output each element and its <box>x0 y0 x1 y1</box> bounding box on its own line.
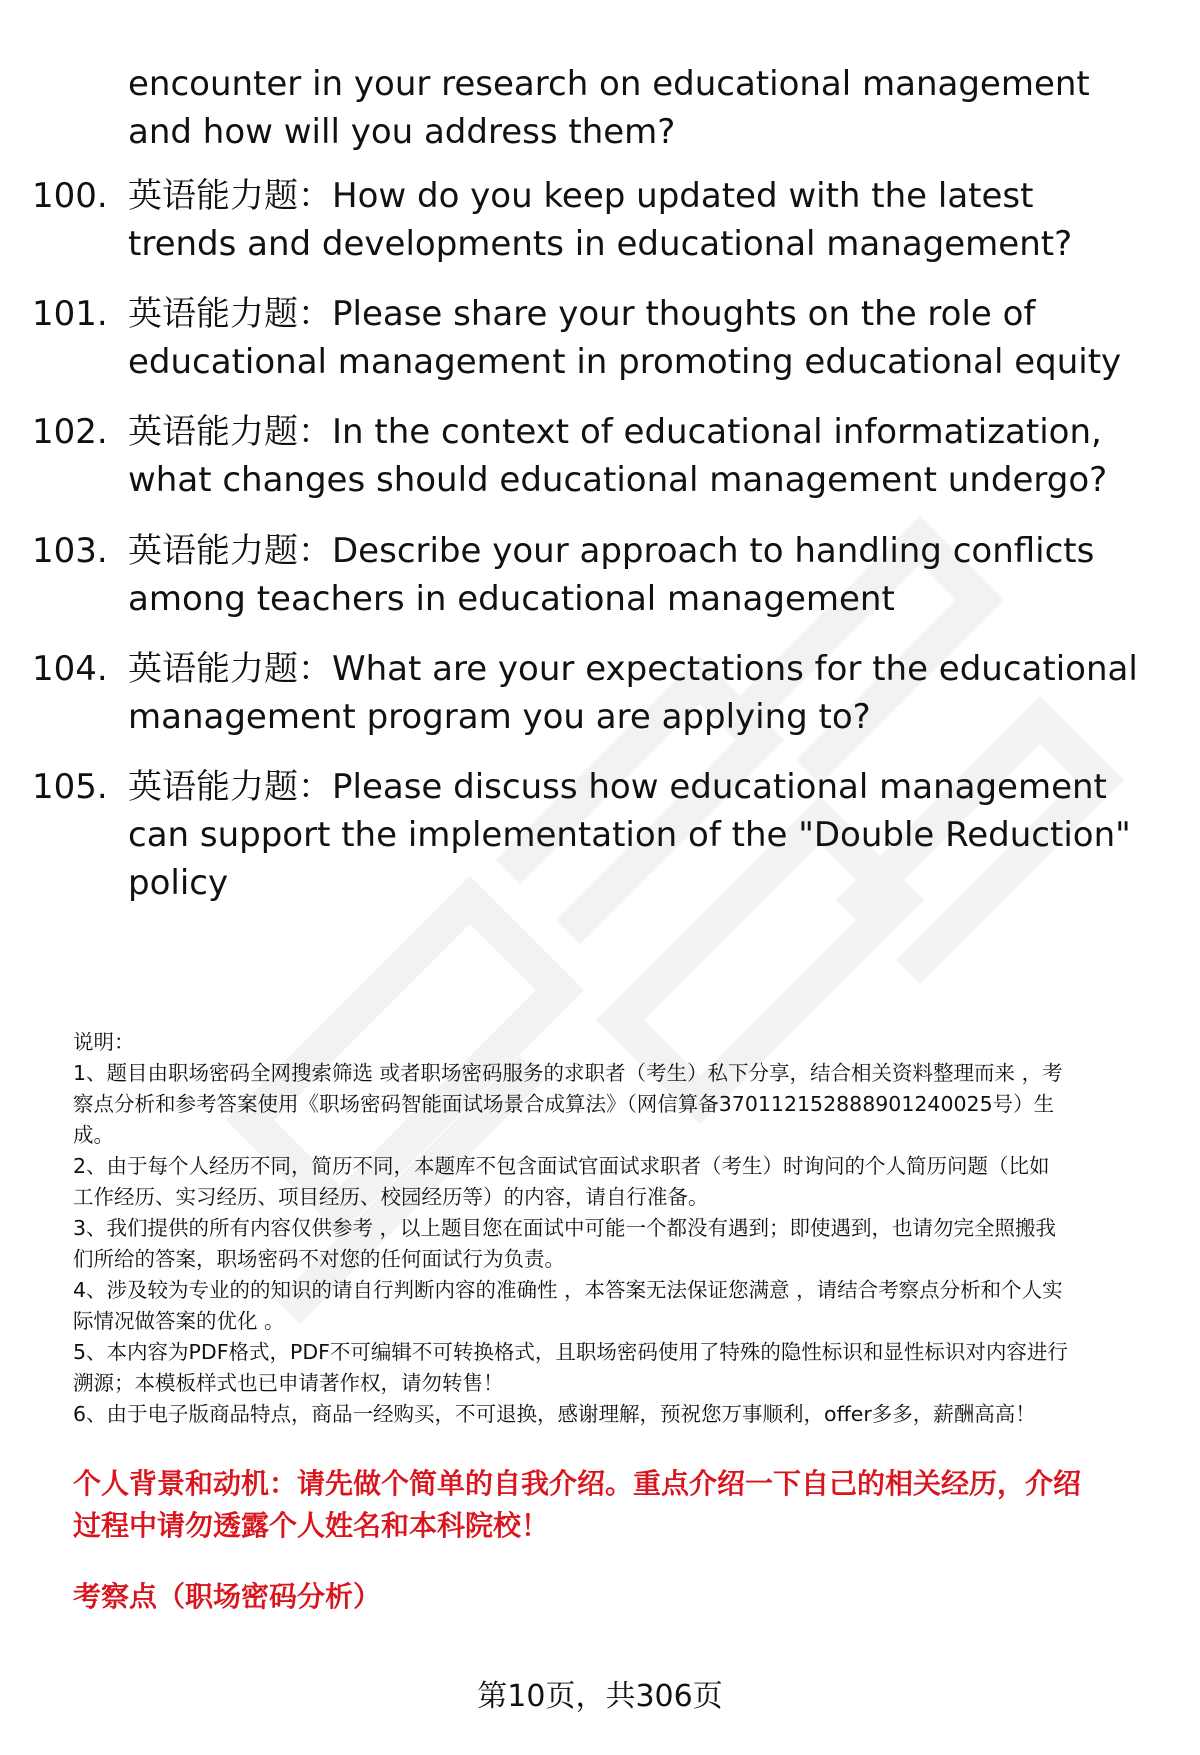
section-heading <box>73 1463 1163 1547</box>
question-text-line-1: Describe your approach to handling conflicts <box>332 531 1095 571</box>
section-heading-line-2: 过程中请勿透露个人姓名和本科院校！ <box>73 1509 550 1542</box>
question-number: 105. <box>32 767 108 807</box>
question-text-line-2: what changes should educational management undergo? <box>128 460 1108 500</box>
question-number: 103. <box>32 531 108 571</box>
section-subheading: 考察点（职场密码分析） <box>73 1580 382 1613</box>
notes-line: 察点分析和参考答案使用《职场密码智能面试场景合成算法》（网信算备370112152888901240025号）生 <box>73 1092 1055 1116</box>
question-text-line-1: How do you keep updated with the latest <box>332 176 1034 216</box>
notes-line: 1、题目由职场密码全网搜索筛选 或者职场密码服务的求职者（考生）私下分享，结合相关资料整理而来 ，考 <box>73 1061 1063 1085</box>
question-label: 英语能力题： <box>128 531 332 571</box>
notes-line: 际情况做答案的优化 。 <box>73 1309 285 1333</box>
question-continuation <box>32 60 1200 156</box>
question-text-line-1: What are your expectations for the educational <box>332 649 1138 689</box>
notes-line: 们所给的答案，职场密码不对您的任何面试行为负责。 <box>73 1247 565 1271</box>
question-item-100 <box>32 172 1172 268</box>
question-label: 英语能力题： <box>128 176 332 216</box>
notes-title: 说明： <box>73 1030 135 1054</box>
question-text-line-1: In the context of educational informatization, <box>332 412 1102 452</box>
continuation-line-2: and how will you address them? <box>128 112 676 152</box>
question-text-line-3: policy <box>128 863 229 903</box>
question-item-104 <box>32 645 1172 741</box>
question-text-line-1: Please discuss how educational management <box>332 767 1107 807</box>
question-label: 英语能力题： <box>128 767 332 807</box>
question-number: 104. <box>32 649 108 689</box>
question-item-103 <box>32 527 1172 623</box>
question-number: 101. <box>32 294 108 334</box>
notes-line: 溯源；本模板样式也已申请著作权，请勿转售！ <box>73 1371 504 1395</box>
question-text-line-2: among teachers in educational management <box>128 579 895 619</box>
question-item-105 <box>32 763 1172 907</box>
question-label: 英语能力题： <box>128 294 332 334</box>
question-number: 100. <box>32 176 108 216</box>
question-item-101 <box>32 290 1172 386</box>
notes-line: 3、我们提供的所有内容仅供参考 ，以上题目您在面试中可能一个都没有遇到；即使遇到，也请勿完全照搬我 <box>73 1216 1057 1240</box>
question-text-line-2: trends and developments in educational management? <box>128 224 1073 264</box>
question-text-line-2: educational management in promoting educational equity <box>128 342 1122 382</box>
notes-line: 4、涉及较为专业的的知识的请自行判断内容的准确性 ，本答案无法保证您满意 ，请结合考察点分析和个人实 <box>73 1278 1063 1302</box>
notes-line: 2、由于每个人经历不同，简历不同，本题库不包含面试官面试求职者（考生）时询问的个人简历问题（比如 <box>73 1154 1050 1178</box>
section-heading-line-1: 个人背景和动机：请先做个简单的自我介绍。重点介绍一下自己的相关经历，介绍 <box>73 1467 1082 1500</box>
notes-line: 6、由于电子版商品特点，商品一经购买，不可退换，感谢理解，预祝您万事顺利，offer多多，薪酬高高！ <box>73 1402 1036 1426</box>
continuation-line-1: encounter in your research on educational management <box>128 64 1090 104</box>
notes-line: 5、本内容为PDF格式，PDF不可编辑不可转换格式，且职场密码使用了特殊的隐性标识和显性标识对内容进行 <box>73 1340 1068 1364</box>
question-text-line-1: Please share your thoughts on the role of <box>332 294 1036 334</box>
question-label: 英语能力题： <box>128 412 332 452</box>
question-text-line-2: can support the implementation of the "Double Reduction" <box>128 815 1131 855</box>
notes-line: 工作经历、实习经历、项目经历、校园经历等）的内容，请自行准备。 <box>73 1185 709 1209</box>
question-item-102 <box>32 408 1172 504</box>
question-label: 英语能力题： <box>128 649 332 689</box>
notes-section <box>73 1027 1163 1430</box>
question-number: 102. <box>32 412 108 452</box>
page-number-footer: 第10页，共306页 <box>477 1679 723 1714</box>
notes-line: 成。 <box>73 1123 114 1147</box>
question-text-line-2: management program you are applying to? <box>128 697 871 737</box>
